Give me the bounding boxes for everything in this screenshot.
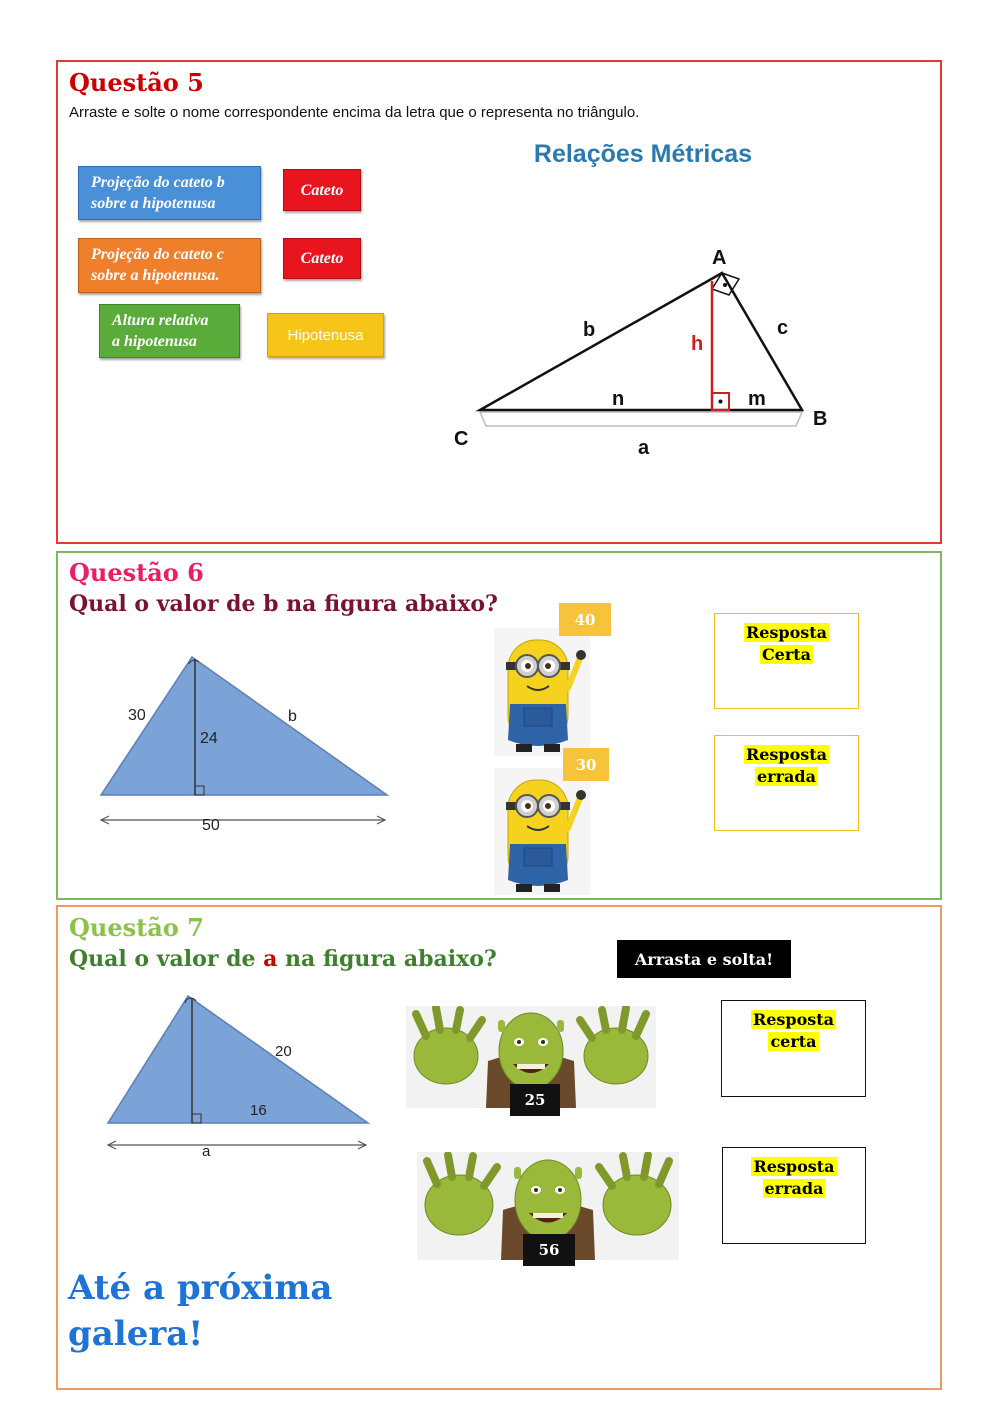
dropzone-label-line2: certa: [770, 1032, 817, 1051]
dropzone-label-line2: errada: [757, 767, 816, 786]
dropzone-label: [744, 744, 829, 788]
q6-triangle: [101, 657, 387, 795]
label-b: b: [583, 319, 596, 341]
q6-question: Qual o valor de b na figura abaixo?: [69, 591, 498, 617]
q7-label-20: 20: [275, 1043, 292, 1060]
q7-dropzone-errada[interactable]: [722, 1147, 866, 1244]
chip-line: a hipotenusa: [112, 333, 197, 350]
q6-label-b: b: [288, 708, 297, 725]
q7-option-56-tag: 56: [523, 1234, 575, 1266]
chip-projecao-cateto-c[interactable]: [78, 238, 261, 293]
q7-question-var: a: [263, 946, 278, 972]
q7-question-post: na figura abaixo?: [277, 946, 497, 972]
q6-label-24: 24: [200, 730, 218, 747]
q6-option-40[interactable]: [494, 603, 618, 756]
chip-cateto-1[interactable]: Cateto: [283, 169, 361, 211]
dropzone-label: [751, 1009, 836, 1053]
q6-triangle-figure: [95, 650, 395, 835]
q7-hint-badge: Arrasta e solta!: [617, 940, 791, 978]
chip-projecao-cateto-b[interactable]: [78, 166, 261, 220]
dropzone-label-line1: Resposta: [745, 623, 828, 642]
chip-line: Projeção do cateto b: [91, 174, 225, 191]
diagram-title: Relações Métricas: [533, 140, 753, 168]
chip-line: sobre a hipotenusa: [91, 195, 216, 212]
farewell-line2: galera!: [68, 1314, 204, 1354]
q5-instruction: Arraste e solte o nome correspondente encima da letra que o representa no triângulo.: [69, 104, 640, 121]
q7-label-a: a: [202, 1143, 211, 1160]
q6-title: Questão 6: [69, 558, 204, 587]
q7-triangle-figure: [100, 990, 375, 1160]
q6-option-30-tag: 30: [563, 748, 609, 781]
q6-option-40-tag: 40: [559, 603, 611, 636]
dropzone-label-line1: Resposta: [752, 1010, 835, 1029]
q6-option-30[interactable]: [494, 748, 618, 895]
q5-title: Questão 5: [69, 68, 204, 97]
chip-altura-relativa[interactable]: [99, 304, 240, 358]
label-m: m: [748, 388, 766, 410]
q7-triangle: [108, 996, 368, 1123]
q7-option-56[interactable]: [417, 1152, 679, 1266]
q7-option-25-tag: 25: [510, 1084, 560, 1116]
label-C: C: [454, 428, 469, 450]
right-angle-dot-h: [719, 400, 723, 404]
dropzone-label: [744, 622, 829, 666]
chip-cateto-2[interactable]: Cateto: [283, 238, 361, 279]
dropzone-label: [751, 1156, 836, 1200]
chip-line: Projeção do cateto c: [91, 246, 224, 263]
dropzone-label-line2: Certa: [761, 645, 812, 664]
label-A: A: [712, 247, 727, 269]
label-c: c: [777, 317, 789, 339]
minion-image: [494, 768, 590, 895]
dropzone-label-line2: errada: [764, 1179, 824, 1198]
q7-dropzone-certa[interactable]: [721, 1000, 866, 1097]
dropzone-label-line1: Resposta: [753, 1157, 835, 1176]
hypotenuse-bar: [480, 412, 802, 426]
q7-option-25[interactable]: [406, 1006, 656, 1116]
q6-label-30: 30: [128, 707, 146, 724]
q6-dropzone-errada[interactable]: [714, 735, 859, 831]
chip-line: sobre a hipotenusa.: [91, 267, 220, 284]
dropzone-label-line1: Resposta: [745, 745, 828, 764]
q6-label-50: 50: [202, 817, 220, 834]
right-angle-dot-a: [723, 283, 727, 287]
q7-question: [69, 946, 497, 972]
farewell-line1: Até a próxima: [68, 1268, 333, 1308]
chip-hipotenusa[interactable]: Hipotenusa: [267, 313, 384, 357]
metric-relations-diagram: [440, 130, 860, 470]
label-a: a: [638, 437, 650, 459]
q7-title: Questão 7: [69, 913, 204, 942]
q7-question-pre: Qual o valor de: [69, 946, 264, 972]
q6-dropzone-certa[interactable]: [714, 613, 859, 709]
chip-line: Altura relativa: [112, 312, 209, 329]
minion-image: [494, 628, 590, 756]
label-h: h: [691, 333, 704, 355]
q7-label-16: 16: [250, 1102, 267, 1119]
farewell-message: [68, 1265, 488, 1357]
label-B: B: [813, 408, 828, 430]
label-n: n: [612, 388, 625, 410]
